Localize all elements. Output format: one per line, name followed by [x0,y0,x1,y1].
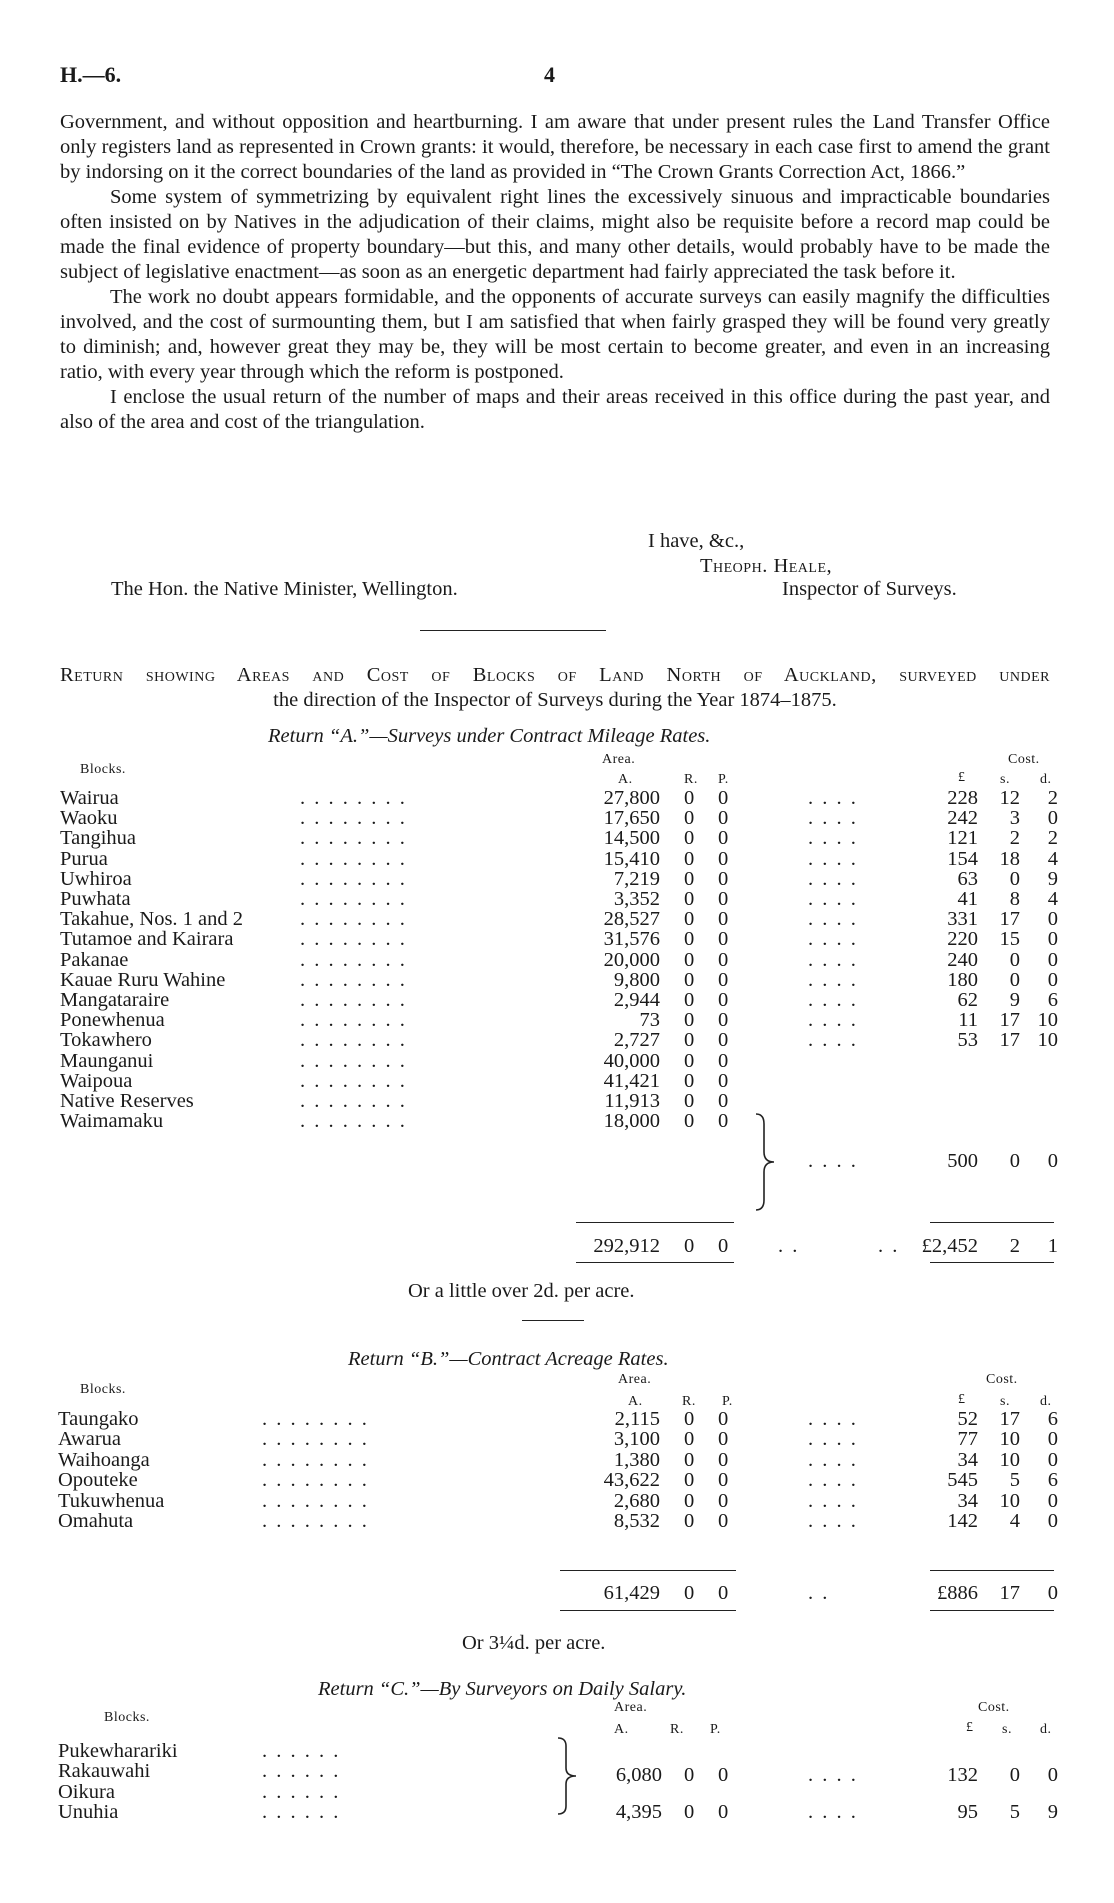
shillings-header: s. [1002,1722,1012,1737]
block-name: Waoku [60,807,118,830]
total-pounds: £2,452 [921,1235,978,1257]
leader-dots: . . . . . . . . [300,867,407,890]
shillings: 18 [999,847,1020,870]
roods-header: R. [684,772,698,787]
shillings: 10 [999,1428,1020,1451]
cost-header: Cost. [978,1700,1010,1715]
acres: 43,622 [603,1469,660,1492]
brace-right [754,1112,776,1218]
total-pence: 0 [1047,1582,1058,1604]
acres: 28,527 [603,908,660,931]
acres: 27,800 [603,787,660,809]
pence-header: d. [1040,1394,1052,1409]
pence: 9 [1047,1801,1058,1824]
block-name: Kauae Ruru Wahine [60,968,226,991]
acres: 3,100 [613,1428,660,1451]
block-name: Tangihua [60,827,136,850]
grouped-pounds: 132 [947,1764,978,1786]
paragraph: Government, and without opposition and heartburning. I am aware that under present rules the Land Transfer Office only registers land as represented in Crown grants: it would, therefore, be necessary in each case first to amend the grant by indorsing on it the correct boundaries of the land as provided in “The Crown Grants Correction Act, 1866.” [60,111,1050,183]
return-title-line: Return showing Areas and Cost of Blocks of Land North of Auckland, surveyed under [60,664,1050,686]
pence: 10 [1037,1009,1058,1032]
leader-dots: . . . . [808,1469,858,1492]
roods: 0 [684,847,695,870]
leader-dots: . . . . . . . . [262,1510,369,1532]
acres: 2,680 [613,1489,660,1512]
perches: 0 [718,1009,729,1032]
leader-dots: . . . . . . . . [262,1489,369,1512]
roods: 0 [684,1090,695,1112]
blocks-header: Blocks. [80,1382,126,1397]
block-name: Taungako [58,1408,139,1430]
acres: 40,000 [603,1049,660,1072]
shillings: 17 [999,1009,1020,1032]
paragraph: The work no doubt appears formidable, and the opponents of accurate surveys can easily magnify the difficulties involved, and the cost of surmounting them, but I am satisfied that when fairly grasped they will be found very greatly to diminish; and, however great they may be, they will be most certain to become greater, and even in an increasing ratio, with every year through which the reform is postponed. [60,286,1050,383]
leader-dots: . . . . [808,1801,858,1824]
leader-dots: . . . . [808,1428,858,1451]
pounds-header: £ [958,770,966,785]
roods: 0 [684,1489,695,1512]
signer-title: Inspector of Surveys. [782,578,957,600]
leader-dots: . . . . . . [262,1780,341,1803]
shillings: 3 [1009,807,1020,830]
shillings: 12 [999,787,1020,809]
leader-dots: . . . . . . . . [300,908,407,931]
pounds-header: £ [958,1392,966,1407]
leader-dots: . . . . . . . . [262,1408,369,1430]
leader-dots: . . . . . . . . [300,1049,407,1072]
roods: 0 [684,1801,695,1824]
pounds: 11 [958,1009,978,1032]
pence: 0 [1047,908,1058,931]
total-rule [560,1570,736,1571]
grouped-pence: 0 [1047,1764,1058,1786]
pence: 0 [1047,1510,1058,1532]
leader-dots: . . . . [808,968,858,991]
pence: 0 [1047,1489,1058,1512]
blocks-header: Blocks. [104,1710,150,1725]
block-name: Tukuwhenua [58,1489,165,1512]
perches-header: P. [710,1722,721,1737]
leader-dots: . . . . . . . . [262,1428,369,1451]
addressee: The Hon. the Native Minister, Wellington. [111,578,458,600]
divider [420,630,606,631]
acres: 15,410 [603,847,660,870]
roods: 0 [684,1029,695,1052]
block-name: Native Reserves [60,1090,194,1112]
pence-header: d. [1040,1722,1052,1737]
pence: 6 [1047,1469,1058,1492]
pounds-header: £ [966,1720,974,1735]
perches: 0 [718,1408,729,1430]
perches: 0 [718,1029,729,1052]
return-a-subtitle: Return “A.”—Surveys under Contract Mileage Rates. [268,725,711,747]
leader-dots: . . . . [808,1489,858,1512]
block-name: Tokawhero [60,1029,152,1052]
pounds: 77 [957,1428,978,1451]
perches: 0 [718,888,729,910]
area-header: Area. [618,1372,652,1387]
roods: 0 [684,1009,695,1032]
leader-dots: . . . . [808,888,858,910]
acres: 11,913 [604,1090,660,1112]
roods-header: R. [670,1722,684,1737]
total-rule [930,1610,1054,1611]
pounds: 154 [947,847,978,870]
pence: 6 [1047,1408,1058,1430]
grouped-roods: 0 [684,1764,695,1786]
roods: 0 [684,948,695,971]
leader-dots: . . . . [808,908,858,931]
leader-dots: . . . . . . . . [300,1009,407,1032]
pounds: 228 [947,787,978,809]
roods: 0 [684,968,695,991]
perches: 0 [718,1428,729,1451]
leader-dots: . . . . . . . . [300,787,407,809]
leader-dots: . . . . [808,1029,858,1052]
signer: Theoph. Heale, [700,555,833,577]
pounds: 142 [947,1510,978,1532]
shillings: 5 [1009,1469,1020,1492]
paragraph: Some system of symmetrizing by equivalent right lines the excessively sinuous and impracticable boundaries often insisted on by Natives in the adjudication of their claims, might also be requisite before a record map could be made the final evidence of property boundary—but this, and many other details, would probably have to be made the subject of legislative enactment—as soon as an energetic department had fairly appreciated the task before it. [60,186,1050,283]
pence: 6 [1047,989,1058,1011]
pounds: 242 [947,807,978,830]
perches-header: P. [718,772,729,787]
roods: 0 [684,1110,695,1133]
acres: 7,219 [613,867,660,890]
leader-dots: . . . . . . . . [300,807,407,830]
total-perches: 0 [718,1582,729,1604]
return-title [60,663,1050,713]
roods-header: R. [682,1394,696,1409]
perches: 0 [718,1469,729,1492]
block-name: Omahuta [58,1510,134,1532]
pence: 0 [1047,968,1058,991]
block-name: Tutamoe and Kairara [60,928,234,951]
leader-dots: . . . . [808,989,858,1011]
block-name: Opouteke [58,1469,138,1492]
pounds: 62 [957,989,978,1011]
leader-dots: . . . . . . . . [300,968,407,991]
cost-header: Cost. [986,1372,1018,1387]
area-header: Area. [602,752,636,767]
acres: 2,727 [613,1029,660,1052]
block-name: Uwhiroa [60,867,132,890]
pounds: 41 [957,888,978,910]
roods: 0 [684,928,695,951]
pence: 0 [1047,1448,1058,1471]
perches: 0 [718,1090,729,1112]
page-number: 4 [544,62,555,87]
leader-dots: . . . . [808,787,858,809]
leader-dots: . . . . . . [262,1801,341,1824]
leader-dots: . . . . [808,1408,858,1430]
block-name: Wairua [60,787,119,809]
pence: 2 [1047,787,1058,809]
roods: 0 [684,867,695,890]
leader-dots: . . . . [808,1510,858,1532]
pounds: 545 [947,1469,978,1492]
perches: 0 [718,1510,729,1532]
leader-dots: . . . . . . . . [300,1090,407,1112]
perches: 0 [718,1448,729,1471]
shillings: 4 [1009,1510,1020,1532]
roods: 0 [684,1469,695,1492]
block-name: Rakauwahi [58,1760,151,1783]
total-roods: 0 [684,1582,695,1604]
total-perches: 0 [718,1235,729,1257]
total-rule [576,1222,734,1223]
acres-header: A. [618,772,633,787]
shillings-header: s. [1000,772,1010,787]
return-title-line: the direction of the Inspector of Surveys during the Year 1874–1875. [273,689,837,711]
document-id: H.—6. [60,62,122,87]
roods: 0 [684,1448,695,1471]
leader-dots: . . . . [808,1448,858,1471]
pence: 0 [1047,948,1058,971]
perches: 0 [718,968,729,991]
roods: 0 [684,888,695,910]
leader-dots: . . . . [808,807,858,830]
acres: 2,115 [614,1408,660,1430]
total-rule [930,1222,1054,1223]
pounds: 63 [957,867,978,890]
pounds: 180 [947,968,978,991]
leader-dots: . . . . . . [262,1740,341,1762]
roods: 0 [684,1069,695,1092]
block-name: Awarua [58,1428,122,1451]
pence: 10 [1037,1029,1058,1052]
block-name: Pakanae [60,948,129,971]
grouped-shillings: 0 [1009,1764,1020,1786]
roods: 0 [684,807,695,830]
acres: 1,380 [613,1448,660,1471]
acres-header: A. [628,1394,643,1409]
perches: 0 [718,1069,729,1092]
return-b-subtitle: Return “B.”—Contract Acreage Rates. [348,1348,669,1370]
roods: 0 [684,787,695,809]
leader-dots: . . . . . . . . [262,1448,369,1471]
pounds: 53 [957,1029,978,1052]
total-rule [930,1570,1054,1571]
roods: 0 [684,1510,695,1532]
perches: 0 [718,847,729,870]
block-name: Mangataraire [60,989,170,1011]
grouped-pounds: 500 [947,1150,978,1172]
pence: 2 [1047,827,1058,850]
block-name: Waipoua [60,1069,133,1092]
perches: 0 [718,1110,729,1133]
shillings: 0 [1009,867,1020,890]
pence-header: d. [1040,772,1052,787]
pence: 0 [1047,807,1058,830]
leader-dots: . . . . . . . . [300,948,407,971]
leader-dots: . . . . . . . . [300,989,407,1011]
pounds: 240 [947,948,978,971]
return-a-note: Or a little over 2d. per acre. [408,1280,635,1302]
total-acres: 61,429 [603,1582,660,1604]
leader-dots: . . . . [808,928,858,951]
roods: 0 [684,1428,695,1451]
leader-dots: . . . . . . . . [300,1069,407,1092]
return-c-subtitle: Return “C.”—By Surveyors on Daily Salary. [318,1678,687,1700]
return-b-note: Or 3¼d. per acre. [462,1632,606,1654]
roods: 0 [684,1049,695,1072]
closing: I have, &c., [648,530,745,552]
roods: 0 [684,1408,695,1430]
perches-header: P. [722,1394,733,1409]
shillings: 17 [999,1029,1020,1052]
block-name: Unuhia [58,1801,119,1824]
perches: 0 [718,787,729,809]
total-shillings: 17 [999,1582,1020,1604]
leader-dots: . . . . . . [262,1760,341,1783]
leader-dots: . . . . . . . . [300,1029,407,1052]
perches: 0 [718,1489,729,1512]
total-roods: 0 [684,1235,695,1257]
brace-icon [754,1112,776,1212]
leader-dots: . . . . . . . . [300,1110,407,1133]
leader-dots: . . . . . . . . [300,827,407,850]
perches: 0 [718,948,729,971]
perches: 0 [718,827,729,850]
shillings: 8 [1009,888,1020,910]
acres: 18,000 [603,1110,660,1133]
acres: 2,944 [613,989,660,1011]
perches: 0 [718,1049,729,1072]
shillings: 0 [1009,968,1020,991]
pounds: 34 [957,1489,978,1512]
acres: 41,421 [603,1069,660,1092]
total-pounds: £886 [937,1582,978,1604]
pounds: 331 [947,908,978,931]
pence: 4 [1047,847,1058,870]
leader-dots: . . . . [808,948,858,971]
total-acres: 292,912 [593,1235,660,1257]
pounds: 220 [947,928,978,951]
pence: 9 [1047,867,1058,890]
pounds: 121 [947,827,978,850]
shillings: 17 [999,908,1020,931]
acres: 31,576 [603,928,660,951]
letter-body [60,110,1050,435]
total-rule [576,1262,734,1263]
grouped-perches: 0 [718,1764,729,1786]
total-rule [560,1610,736,1611]
block-name: Pukewharariki [58,1740,178,1762]
acres: 20,000 [603,948,660,971]
block-name: Oikura [58,1780,115,1803]
block-name: Waimamaku [60,1110,164,1133]
shillings-header: s. [1000,1394,1010,1409]
shillings: 10 [999,1489,1020,1512]
shillings: 5 [1009,1801,1020,1824]
perches: 0 [718,989,729,1011]
perches: 0 [718,908,729,931]
block-name: Takahue, Nos. 1 and 2 [60,908,244,931]
total-shillings: 2 [1009,1235,1020,1257]
perches: 0 [718,867,729,890]
shillings: 15 [999,928,1020,951]
block-name: Waihoanga [58,1448,150,1471]
brace-left [556,1736,578,1821]
acres: 9,800 [613,968,660,991]
shillings: 9 [1009,989,1020,1011]
block-name: Maunganui [60,1049,154,1072]
leader-dots: . . . . . . . . [300,888,407,910]
acres: 14,500 [603,827,660,850]
total-rule [930,1262,1054,1263]
perches: 0 [718,807,729,830]
pounds: 95 [957,1801,978,1824]
block-name: Puwhata [60,888,131,910]
area-header: Area. [614,1700,648,1715]
grouped-pence: 0 [1047,1150,1058,1172]
leader-dots: . . . . . . . . [300,928,407,951]
pounds: 34 [957,1448,978,1471]
perches: 0 [718,1801,729,1824]
leader-dots: . . . . [808,827,858,850]
roods: 0 [684,827,695,850]
pence: 0 [1047,928,1058,951]
leader-dots: . . . . . . . . [262,1469,369,1492]
total-pence: 1 [1047,1235,1058,1257]
block-name: Purua [60,847,108,870]
acres: 8,532 [613,1510,660,1532]
acres: 3,352 [613,888,660,910]
pence: 0 [1047,1428,1058,1451]
blocks-header: Blocks. [80,762,126,777]
pounds: 52 [957,1408,978,1430]
leader-dots: . . . . . . . . [300,847,407,870]
shillings: 10 [999,1448,1020,1471]
roods: 0 [684,908,695,931]
acres: 4,395 [615,1801,662,1824]
brace-icon [556,1736,578,1816]
acres: 17,650 [603,807,660,830]
leader-dots: . . . . [808,847,858,870]
perches: 0 [718,928,729,951]
leader-dots: . . . . [808,1009,858,1032]
leader-dots: . . . . [808,867,858,890]
acres-header: A. [614,1722,629,1737]
shillings: 17 [999,1408,1020,1430]
shillings: 0 [1009,948,1020,971]
block-name: Ponewhenua [60,1009,165,1032]
shillings: 2 [1009,827,1020,850]
divider [522,1320,584,1321]
cost-header: Cost. [1008,752,1040,767]
roods: 0 [684,989,695,1011]
grouped-acres: 6,080 [615,1764,662,1786]
pence: 4 [1047,888,1058,910]
grouped-shillings: 0 [1009,1150,1020,1172]
paragraph: I enclose the usual return of the number of maps and their areas received in this office during the past year, and also of the area and cost of the triangulation. [60,386,1050,433]
acres: 73 [639,1009,660,1032]
